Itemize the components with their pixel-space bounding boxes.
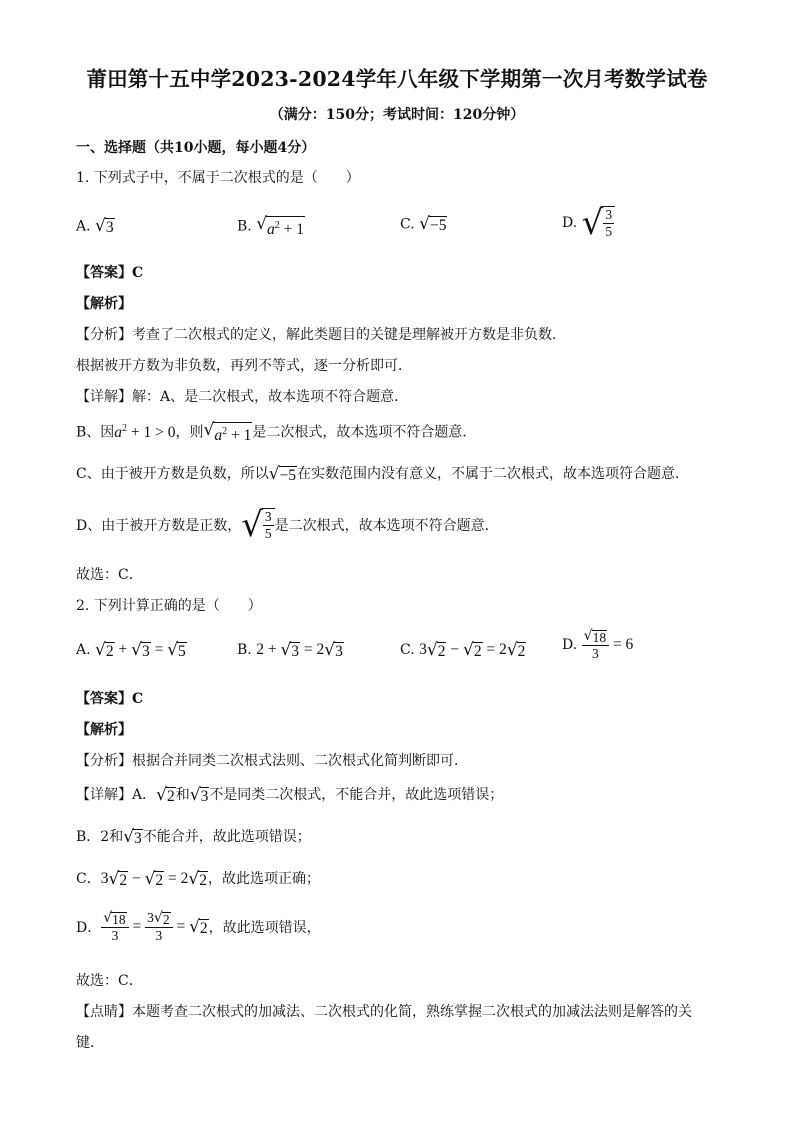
math-expression: √ 3 [123, 826, 142, 847]
q2-detail-d: D． √ 18 3 = 3 √ 2 3 = √ 2 ，故此选项错误， [76, 910, 321, 944]
question-1-stem: 1. 下列式子中，不属于二次根式的是（ ） [76, 170, 360, 186]
q1-option-c [400, 214, 447, 235]
q1-conclusion: 故选：C． [76, 567, 143, 583]
q1-detail-d: D、由于被开方数是正数， √ $\frac{3}{5}$ 是二次根式，故本选项不符合题意． [76, 505, 499, 545]
math-expression: 3 √ 2 − √ 2 = 2 √ 2 [100, 868, 207, 889]
exam-info: （满分：150分；考试时间：120分钟） [269, 107, 525, 123]
q1-detail-a: 【详解】解：A、是二次根式，故本选项不符合题意． [76, 389, 409, 405]
option-letter: A. [76, 642, 91, 659]
q2-detail-a: 【详解】A． √ 2 和 √ 3 不是同类二次根式，不能合并，故此选项错误； [76, 784, 504, 805]
page-title: 莆田第十五中学2023-2024学年八年级下学期第一次月考数学试卷 [86, 67, 708, 91]
option-letter: B. [237, 642, 252, 659]
q2-detail-b: B．2和 √ 3 不能合并，故此选项错误； [76, 826, 311, 847]
q1-analysis-label: 【解析】 [76, 296, 132, 312]
math-expression: √ $\frac{3}{5}$ [241, 505, 274, 545]
math-expression: √ −5 [419, 214, 447, 234]
question-2-stem: 2. 下列计算正确的是（ ） [76, 598, 262, 614]
q1-answer: 【答案】C [76, 265, 144, 281]
q2-comment-line-2: 键． [76, 1035, 104, 1051]
q1-option-b [237, 214, 305, 239]
math-expression: 2 + √ 3 = 2 √ 3 [256, 640, 343, 660]
option-letter: C. [400, 642, 415, 659]
math-expression: √ 2 [156, 784, 175, 805]
math-expression: √ 18 3 = 3 √ 2 3 = √ 2 [103, 910, 208, 944]
q2-answer: 【答案】C [76, 691, 144, 707]
option-letter: A. [76, 218, 91, 235]
math-expression: √ $\frac{3}{5}$ [582, 203, 615, 243]
q1-detail-c: C、由于被开方数是负数，所以 √ −5 在实数范围内没有意义，不属于二次根式，故本选项符合题意． [76, 463, 690, 484]
q1-method: 根据被开方数为非负数，再列不等式，逐一分析即可． [76, 358, 412, 374]
section-heading: 一、选择题（共10小题，每小题4分） [76, 140, 316, 156]
q2-option-a [76, 640, 187, 661]
q2-analysis: 【分析】根据合并同类二次根式法则、二次根式化简判断即可． [76, 753, 468, 769]
q2-option-c [400, 640, 526, 661]
q2-analysis-label: 【解析】 [76, 722, 132, 738]
q2-conclusion: 故选：C． [76, 973, 143, 989]
math-expression: √ $a^2 + 1$ [256, 214, 305, 238]
option-letter: D. [562, 636, 578, 653]
math-expression: $a^2 + 1 > 0$ [114, 422, 176, 441]
q1-analysis: 【分析】考查了二次根式的定义，解此类题目的关键是理解被开方数是非负数． [76, 327, 566, 343]
q2-option-b [237, 640, 344, 661]
math-expression: √ 3 [189, 784, 209, 805]
math-expression: √ −5 [268, 463, 297, 484]
option-letter: B. [237, 218, 252, 235]
math-expression: 3 √ 2 − √ 2 = 2 √ 2 [419, 640, 526, 660]
q2-comment-line-1: 【点睛】本题考查二次根式的加减法、二次根式的化简，熟练掌握二次根式的加减法法则是解答的关 [76, 1004, 692, 1020]
math-expression: √ 18 3 = 6 [583, 628, 634, 662]
math-expression: √ 2 + √ 3 = √ 5 [95, 640, 186, 660]
q1-option-a [76, 216, 115, 237]
option-letter: D. [562, 215, 578, 231]
q2-option-d [562, 628, 633, 662]
q1-detail-b: B、因$a^2 + 1 > 0$，则 √ $a^2 + 1$ 是二次根式，故本选项不符合题意． [76, 420, 477, 444]
q1-option-d [562, 203, 615, 243]
math-expression: √ $a^2 + 1$ [203, 420, 252, 444]
option-letter: C. [400, 216, 415, 233]
math-expression: √ 3 [95, 216, 114, 236]
q2-detail-c: C．3 √ 2 − √ 2 = 2 √ 2 ，故此选项正确； [76, 868, 320, 889]
